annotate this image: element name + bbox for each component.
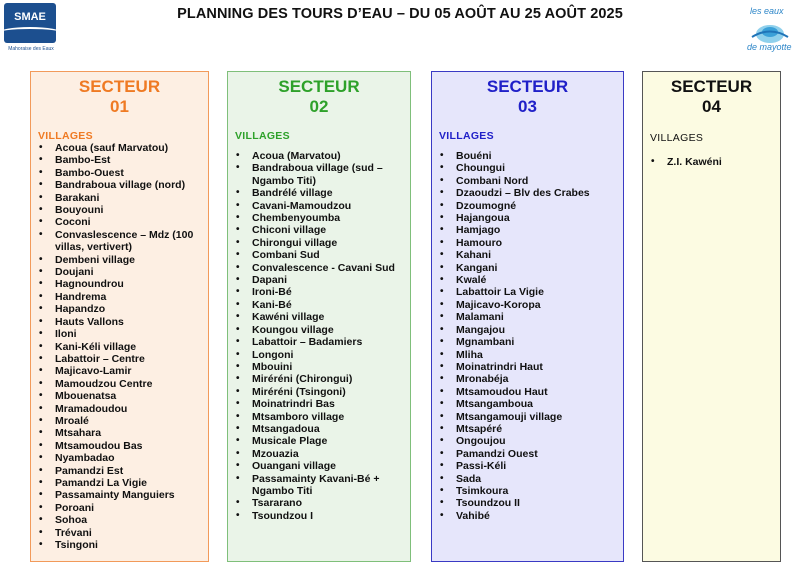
village-item: • Longoni (228, 349, 410, 361)
village-item: • Kawéni village (228, 311, 410, 323)
sector-heading-number: 02 (309, 97, 329, 116)
village-list (31, 142, 208, 551)
village-item: • Passi-Kéli (432, 460, 623, 472)
village-item: • Mliha (432, 349, 623, 361)
village-item: • Bambo-Ouest (31, 167, 208, 179)
village-item: • Mroalé (31, 415, 208, 427)
village-item: • Combani Sud (228, 249, 410, 261)
village-item: • Labattoir La Vigie (432, 286, 623, 298)
village-item: • Kangani (432, 262, 623, 274)
village-item: • Nyambadao (31, 452, 208, 464)
smae-logo-text: SMAE (14, 11, 46, 23)
village-item: • Bouéni (432, 150, 623, 162)
village-item: • Mbouenatsa (31, 390, 208, 402)
village-item: • Hapandzo (31, 303, 208, 315)
village-item: • Dapani (228, 274, 410, 286)
village-item: • Majicavo-Koropa (432, 299, 623, 311)
village-item: • Mtsangamboua (432, 398, 623, 410)
village-item: • Labattoir – Centre (31, 353, 208, 365)
wave-icon (4, 27, 56, 39)
village-item: • Mgnambani (432, 336, 623, 348)
village-item: • Mtsangadoua (228, 423, 410, 435)
village-item: • Miréréni (Chirongui) (228, 373, 410, 385)
village-item: • Ouangani village (228, 460, 410, 472)
villages-label: VILLAGES (38, 130, 93, 142)
sector-heading-label: SECTEUR (670, 77, 753, 96)
eaux-logo-line2: de mayotte (747, 42, 792, 52)
sector-04-column (642, 71, 781, 562)
village-item: • Malamani (432, 311, 623, 323)
sector-01-column (30, 71, 209, 562)
village-item: • Choungui (432, 162, 623, 174)
village-item: • Hagnoundrou (31, 278, 208, 290)
village-item: • Hamouro (432, 237, 623, 249)
village-item: • Tsararano (228, 497, 410, 509)
village-item: • Bandraboua village (nord) (31, 179, 208, 191)
village-item: • Kahani (432, 249, 623, 261)
village-item: • Convalescence - Cavani Sud (228, 262, 410, 274)
sector-01-heading (31, 77, 208, 117)
village-item: • Chirongui village (228, 237, 410, 249)
village-item: • Mramadoudou (31, 403, 208, 415)
village-item: • Chiconi village (228, 224, 410, 236)
village-item: • Sohoa (31, 514, 208, 526)
village-item: • Passamainty Kavani-Bé + Ngambo Titi (228, 473, 410, 498)
village-item: • Cavani-Mamoudzou (228, 200, 410, 212)
village-list (643, 156, 780, 168)
village-item: • Mtsamoudou Haut (432, 386, 623, 398)
village-item: • Mronabéja (432, 373, 623, 385)
village-item: • Mtsahara (31, 427, 208, 439)
village-item: • Bambo-Est (31, 154, 208, 166)
village-item: • Mzouazia (228, 448, 410, 460)
village-item: • Convaslescence – Mdz (100 villas, vertivert) (31, 229, 208, 254)
village-item: • Moinatrindri Haut (432, 361, 623, 373)
village-item: • Kwalé (432, 274, 623, 286)
village-item: • Pamandzi Ouest (432, 448, 623, 460)
village-item: • Trévani (31, 527, 208, 539)
village-item: • Kani-Bé (228, 299, 410, 311)
smae-logo-tagline: Mahoraise des Eaux (8, 46, 54, 52)
sector-heading-label: SECTEUR (278, 77, 360, 96)
village-item: • Kani-Kéli village (31, 341, 208, 353)
village-item: • Mbouini (228, 361, 410, 373)
village-item: • Mtsapéré (432, 423, 623, 435)
village-item: • Bandraboua village (sud – Ngambo Titi) (228, 162, 410, 187)
village-item: • Tsoundzou I (228, 510, 410, 522)
village-item: • Doujani (31, 266, 208, 278)
village-item: • Bouyouni (31, 204, 208, 216)
village-list (228, 150, 410, 522)
villages-label: VILLAGES (650, 132, 704, 144)
village-item: • Combani Nord (432, 175, 623, 187)
sector-heading-number: 03 (518, 97, 537, 116)
eaux-logo-line1: les eaux (750, 6, 784, 16)
sector-04-heading (643, 77, 780, 117)
eaux-de-mayotte-logo (742, 4, 798, 56)
village-item: • Acoua (sauf Marvatou) (31, 142, 208, 154)
village-item: • Dzaoudzi – Blv des Crabes (432, 187, 623, 199)
sector-02-heading (228, 77, 410, 117)
page-title: PLANNING DES TOURS D’EAU – DU 05 AOÛT AU 25 AOÛT 2025 (177, 6, 623, 22)
village-item: • Mamoudzou Centre (31, 378, 208, 390)
village-item: • Vahibé (432, 510, 623, 522)
village-item: • Majicavo-Lamir (31, 365, 208, 377)
village-item: • Tsimkoura (432, 485, 623, 497)
village-item: • Mtsamboro village (228, 411, 410, 423)
village-item: • Pamandzi La Vigie (31, 477, 208, 489)
village-item: • Miréréni (Tsingoni) (228, 386, 410, 398)
village-item: • Ironi-Bé (228, 286, 410, 298)
village-item: • Mtsangamouji village (432, 411, 623, 423)
village-item: • Handrema (31, 291, 208, 303)
village-item: • Moinatrindri Bas (228, 398, 410, 410)
village-item: • Poroani (31, 502, 208, 514)
village-item: • Passamainty Manguiers (31, 489, 208, 501)
village-item: • Chembenyoumba (228, 212, 410, 224)
village-item: • Dzoumogné (432, 200, 623, 212)
village-item: • Pamandzi Est (31, 465, 208, 477)
village-item: • Ongoujou (432, 435, 623, 447)
village-item: • Hauts Vallons (31, 316, 208, 328)
village-item: • Labattoir – Badamiers (228, 336, 410, 348)
sector-02-column (227, 71, 411, 562)
sector-heading-label: SECTEUR (78, 77, 161, 96)
village-item: • Dembeni village (31, 254, 208, 266)
village-item: • Hajangoua (432, 212, 623, 224)
sector-03-column (431, 71, 624, 562)
sector-heading-number: 04 (702, 97, 721, 116)
villages-label: VILLAGES (235, 130, 290, 142)
village-list (432, 150, 623, 522)
village-item: • Sada (432, 473, 623, 485)
village-item: • Z.I. Kawéni (643, 156, 780, 168)
village-item: • Koungou village (228, 324, 410, 336)
village-item: • Musicale Plage (228, 435, 410, 447)
sector-heading-label: SECTEUR (486, 77, 569, 96)
village-item: • Coconi (31, 216, 208, 228)
village-item: • Hamjago (432, 224, 623, 236)
village-item: • Mangajou (432, 324, 623, 336)
sector-heading-number: 01 (110, 97, 129, 116)
village-item: • Tsoundzou II (432, 497, 623, 509)
village-item: • Acoua (Marvatou) (228, 150, 410, 162)
village-item: • Mtsamoudou Bas (31, 440, 208, 452)
village-item: • Iloni (31, 328, 208, 340)
village-item: • Bandrélé village (228, 187, 410, 199)
village-item: • Barakani (31, 192, 208, 204)
village-item: • Tsingoni (31, 539, 208, 551)
villages-label: VILLAGES (439, 130, 494, 142)
sector-03-heading (432, 77, 623, 117)
